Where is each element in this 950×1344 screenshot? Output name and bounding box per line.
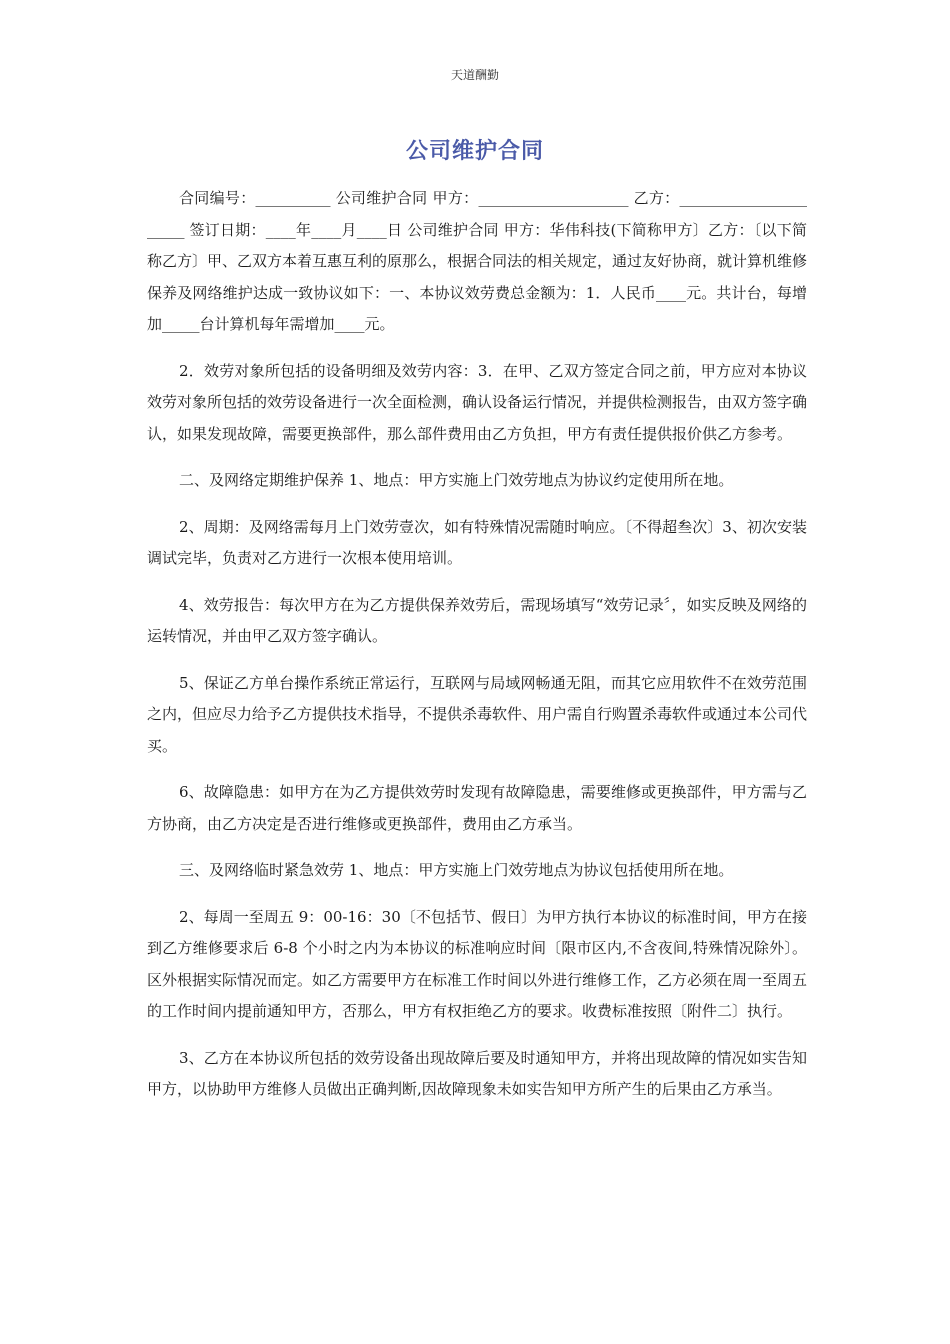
paragraph-4: 2、周期：及网络需每月上门效劳壹次，如有特殊情况需随时响应。〔不得超叁次〕3、初次安装调试完毕，负责对乙方进行一次根本使用培训。	[147, 517, 807, 567]
paragraph-7: 6、故障隐患：如甲方在为乙方提供效劳时发现有故障隐患，需要维修或更换部件，甲方需与乙方协商，由乙方决定是否进行维修或更换部件，费用由乙方承当。	[147, 783, 807, 833]
paragraph-8: 三、及网络临时紧急效劳 1、地点：甲方实施上门效劳地点为协议包括使用所在地。	[179, 861, 734, 879]
paragraph-1: 合同编号：__________ 公司维护合同 甲方：____________________ 乙方：______________________ 签订日期：____年____月____日 公司维护合同 甲方：华伟科技(下简称甲方〕乙方：〔以下简称乙方〕甲、乙双方本着互惠互利的原那么，根据合同法的相关规定，通过友好协商，就计算机维修保养及网络维护达成一致协议如下：一、本协议效劳费总金额为：1．人民币____元。共计台，每增加_____台计算机每年需增加____元。	[147, 189, 808, 333]
document-title: 公司维护合同	[405, 139, 544, 164]
paragraph-6: 5、保证乙方单台操作系统正常运行，互联网与局域网畅通无阻，而其它应用软件不在效劳范围之内，但应尽力给予乙方提供技术指导，不提供杀毒软件、用户需自行购置杀毒软件或通过本公司代买。	[147, 673, 808, 755]
document-body	[147, 183, 807, 1121]
paragraph-9: 2、每周一至周五 9：00-16：30〔不包括节、假日〕为甲方执行本协议的标准时间，甲方在接到乙方维修要求后 6-8 个小时之内为本协议的标准响应时间〔限市区内,不含夜间,特殊情况除外〕。区外根据实际情况而定。如乙方需要甲方在标准工作时间以外进行维修工作，乙方必须在周一至周五的工作时间内提前通知甲方，否那么，甲方有权拒绝乙方的要求。收费标准按照〔附件二〕执行。	[147, 907, 808, 1020]
paragraph-3: 二、及网络定期维护保养 1、地点：甲方实施上门效劳地点为协议约定使用所在地。	[179, 471, 734, 489]
paragraph-2: 2．效劳对象所包括的设备明细及效劳内容：3．在甲、乙双方签定合同之前，甲方应对本协议效劳对象所包括的效劳设备进行一次全面检测，确认设备运行情况，并提供检测报告，由双方签字确认，如果发现故障，需要更换部件，那么部件费用由乙方负担，甲方有责任提供报价供乙方参考。	[147, 361, 808, 443]
paragraph-5: 4、效劳报告：每次甲方在为乙方提供保养效劳后，需现场填写“效劳记录〞，如实反映及网络的运转情况，并由甲乙双方签字确认。	[147, 595, 807, 645]
paragraph-10: 3、乙方在本协议所包括的效劳设备出现故障后要及时通知甲方，并将出现故障的情况如实告知甲方，以协助甲方维修人员做出正确判断,因故障现象未如实告知甲方所产生的后果由乙方承当。	[147, 1048, 807, 1098]
header-mark: 天道酬勤	[450, 68, 499, 82]
